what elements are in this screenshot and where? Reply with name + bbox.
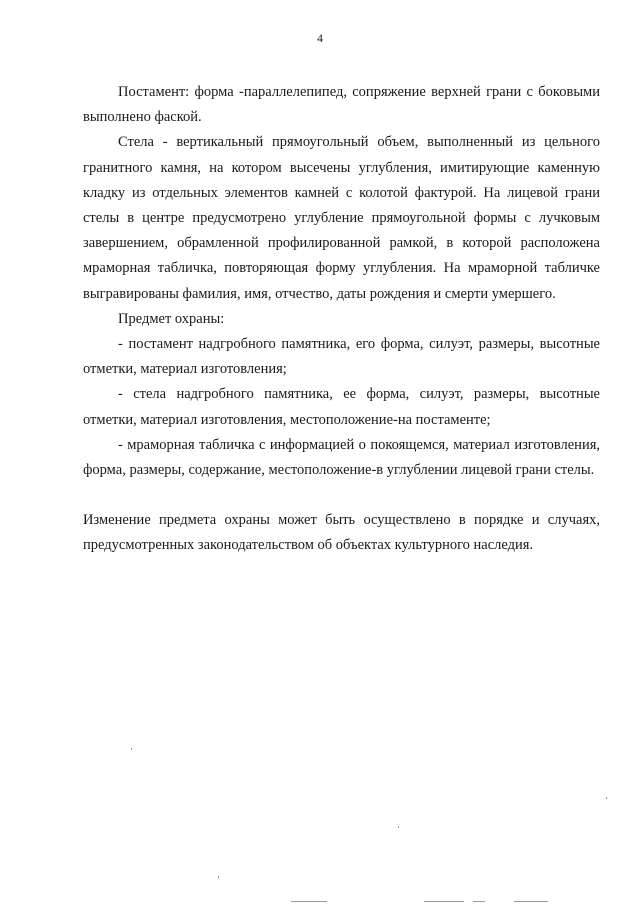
scan-artifact-dot [398, 826, 399, 828]
paragraph-stele: Стела - вертикальный прямоугольный объем, выполненный из цельного гранитного камня, на котором высечены углубления, имитирующие каменную кладку из отдельных элементов камней с колотой фактурой. На лицевой грани стелы в центре предусмотрено углубление прямоугольной формы с лучковым завершением, обрамленной профилированной рамкой, в которой расположена мраморная табличка, повторяющая форму углубления. На мраморной табличке выгравированы фамилия, имя, отчество, даты рождения и смерти умершего. [83, 134, 600, 302]
paragraph-pedestal: Постамент: форма -параллелепипед, сопряжение верхней грани с боковыми выполнено фаской. [83, 84, 600, 126]
page-number: 4 [317, 31, 323, 45]
scan-artifact-line [473, 901, 485, 902]
scan-artifact-dot [218, 876, 219, 878]
scan-artifact-line [514, 901, 548, 902]
list-item-marble-plaque: - мраморная табличка с информацией о покоящемся, материал изготовления, форма, размеры, содержание, местоположение-в углублении лицевой грани стелы. [83, 436, 600, 479]
scan-artifact-line [424, 901, 464, 902]
paragraph-protection-subject-heading: Предмет охраны: [118, 310, 225, 327]
document-body [83, 80, 600, 559]
scan-artifact-dot [606, 797, 607, 799]
scan-artifact-dot [131, 748, 132, 750]
scan-artifact-line [291, 901, 327, 902]
list-item-stele: - стела надгробного памятника, ее форма, силуэт, размеры, высотные отметки, материал изготовления, местоположение-на постаменте; [83, 386, 600, 428]
paragraph-change-of-protection-subject: Изменение предмета охраны может быть осуществлено в порядке и случаях, предусмотренных законодательством об объектах культурного наследия. [83, 512, 600, 554]
list-item-pedestal: - постамент надгробного памятника, его форма, силуэт, размеры, высотные отметки, материал изготовления; [83, 336, 600, 378]
